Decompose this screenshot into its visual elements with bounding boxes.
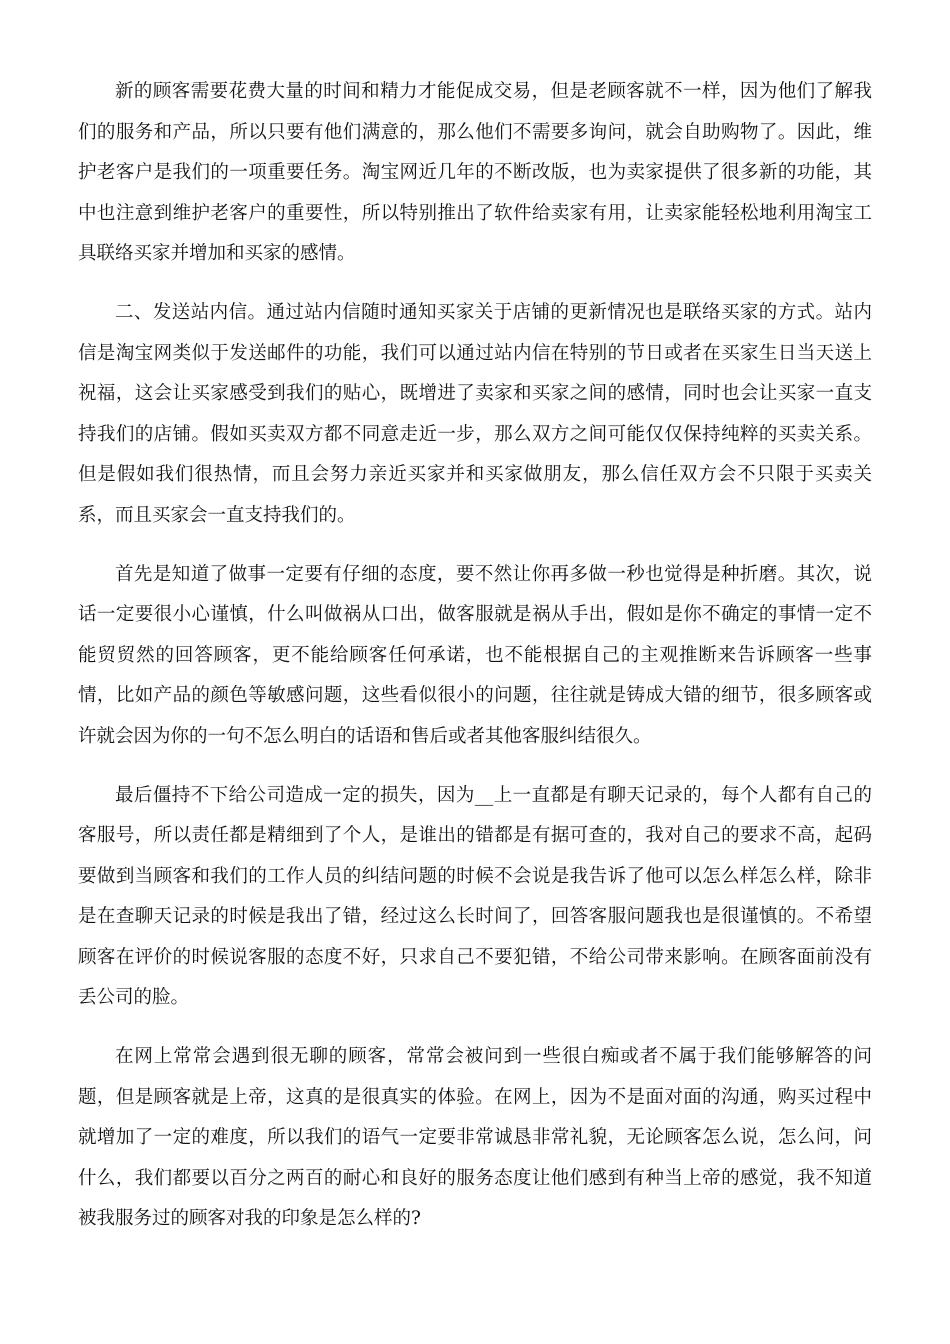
paragraph-4: 最后僵持不下给公司造成一定的损失，因为__上一直都是有聊天记录的，每个人都有自己的客服号，所以责任都是精细到了个人，是谁出的错都是有据可查的，我对自己的要求不高，起码要做到当顾客和我们的工作人员的纠结问题的时候不会说是我告诉了他可以怎么样怎么样，除非是在查聊天记录的时候是我出了错，经过这么长时间了，回答客服问题我也是很谨慎的。不希望顾客在评价的时候说客服的态度不好，只求自己不要犯错，不给公司带来影响。在顾客面前没有丢公司的脸。 xyxy=(78,784,872,1009)
document-page xyxy=(78,72,872,1258)
paragraph-2: 二、发送站内信。通过站内信随时通知买家关于店铺的更新情况也是联络买家的方式。站内信是淘宝网类似于发送邮件的功能，我们可以通过站内信在特别的节日或者在买家生日当天送上祝福，这会让买家感受到我们的贴心，既增进了卖家和买家之间的感情，同时也会让买家一直支持我们的店铺。假如买卖双方都不同意走近一步，那么双方之间可能仅仅保持纯粹的买卖关系。但是假如我们很热情，而且会努力亲近买家并和买家做朋友，那么信任双方会不只限于买卖关系，而且买家会一直支持我们的。 xyxy=(78,301,872,526)
paragraph-1: 新的顾客需要花费大量的时间和精力才能促成交易，但是老顾客就不一样，因为他们了解我们的服务和产品，所以只要有他们满意的，那么他们不需要多询问，就会自助购物了。因此，维护老客户是我们的一项重要任务。淘宝网近几年的不断改版，也为卖家提供了很多新的功能，其中也注意到维护老客户的重要性，所以特别推出了软件给卖家有用，让卖家能轻松地利用淘宝工具联络买家并增加和买家的感情。 xyxy=(78,81,872,265)
paragraph-3: 首先是知道了做事一定要有仔细的态度，要不然让你再多做一秒也觉得是种折磨。其次，说话一定要很小心谨慎，什么叫做祸从口出，做客服就是祸从手出，假如是你不确定的事情一定不能贸贸然的回答顾客，更不能给顾客任何承诺，也不能根据自己的主观推断来告诉顾客一些事情，比如产品的颜色等敏感问题，这些看似很小的问题，往往就是铸成大错的细节，很多顾客或许就会因为你的一句不怎么明白的话语和售后或者其他客服纠结很久。 xyxy=(78,563,872,747)
paragraph-5: 在网上常常会遇到很无聊的顾客，常常会被问到一些很白痴或者不属于我们能够解答的问题，但是顾客就是上帝，这真的是很真实的体验。在网上，因为不是面对面的沟通，购买过程中就增加了一定的难度，所以我们的语气一定要非常诚恳非常礼貌，无论顾客怎么说，怎么问，问什么，我们都要以百分之两百的耐心和良好的服务态度让他们感到有种当上帝的感觉，我不知道被我服务过的顾客对我的印象是怎么样的? xyxy=(78,1046,872,1230)
